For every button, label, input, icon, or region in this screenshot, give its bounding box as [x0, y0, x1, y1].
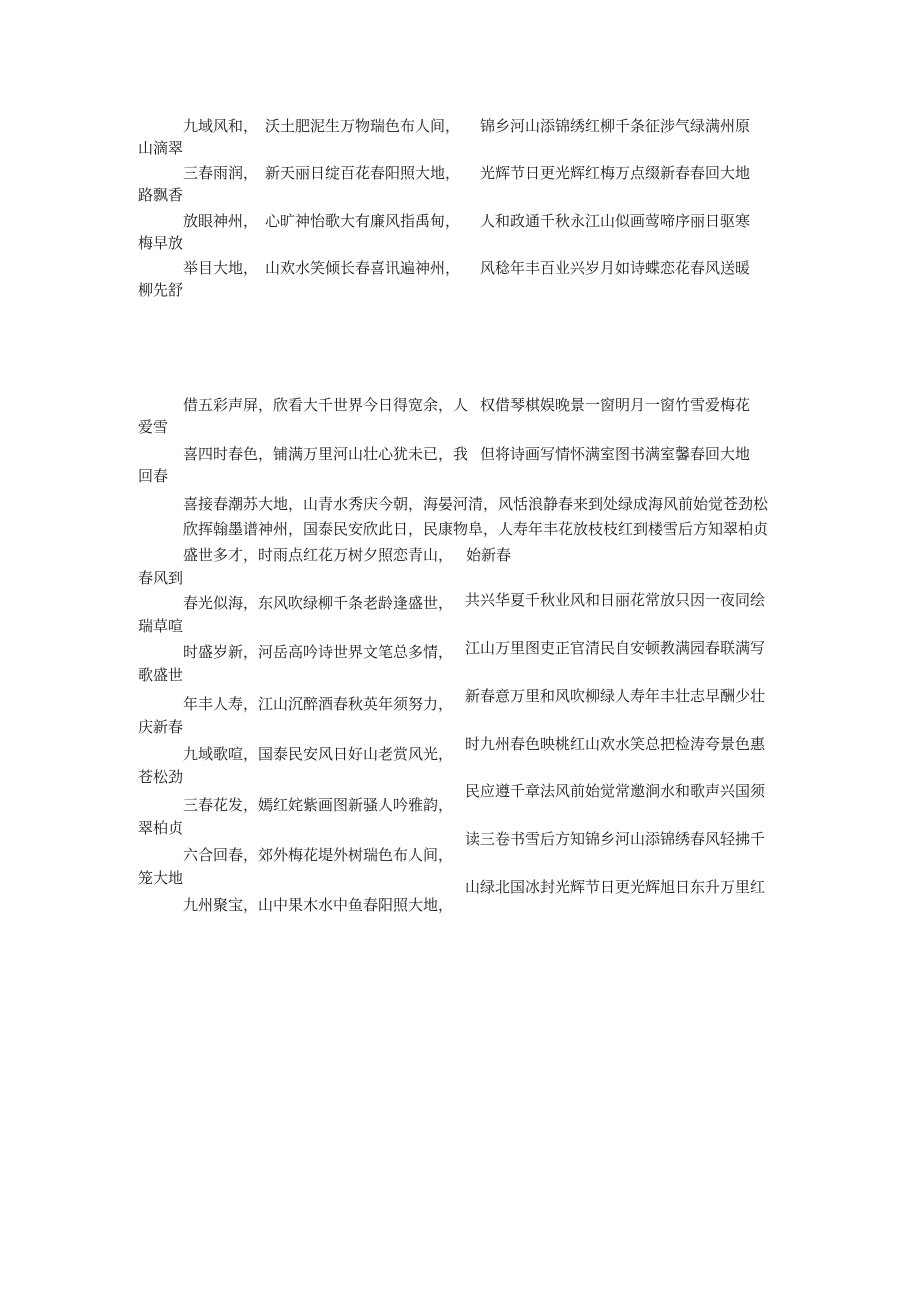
couplet-right-phrase: 人和政通千秋永江山似画莺啼序丽日驱寒: [480, 212, 751, 230]
paragraph-line-right: 但将诗画写情怀满室图书满室馨春回大地: [480, 445, 751, 463]
couplet-left-line: 六合回春，郊外梅花堤外树瑞色布人间，: [183, 846, 454, 864]
couplet-wrap-text: 翠柏贞: [138, 819, 184, 837]
couplet-right-line: 读三卷书雪后方知锦乡河山添锦绣春风轻拂千: [465, 830, 766, 848]
couplet-middle-phrase: 新天丽日绽百花春阳照大地，: [265, 164, 461, 182]
couplet-left-line: 三春花发，嫣红姹紫画图新骚人吟雅韵，: [183, 796, 454, 814]
paragraph-line-right: 始新春: [466, 546, 512, 564]
couplet-wrap-text: 路飘香: [138, 186, 184, 204]
couplet-right-phrase: 光辉节日更光辉红梅万点缀新春春回大地: [480, 164, 751, 182]
couplet-wrap-text: 庆新春: [138, 718, 184, 736]
couplet-right-line: 江山万里图吏正官清民自安顿教满园春联满写: [465, 639, 766, 657]
couplet-left-phrase: 举目大地，: [183, 259, 259, 277]
couplet-wrap-text: 苍松劲: [138, 768, 184, 786]
couplet-wrap-text: 笼大地: [138, 869, 184, 887]
couplet-wrap-text: 回春: [138, 467, 169, 485]
paragraph-line: 借五彩声屏，欣看大千世界今日得宽余，人: [183, 396, 469, 414]
couplet-left-line: 九域歌喧，国泰民安风日好山老赏风光，: [183, 745, 454, 763]
couplet-left-phrase: 九域风和，: [183, 117, 259, 135]
couplet-wrap-text: 爱雪: [138, 418, 169, 436]
couplet-wrap-text: 梅早放: [138, 234, 184, 252]
couplet-wrap-text: 瑞草喧: [138, 617, 184, 635]
couplet-right-line: 山绿北国冰封光辉节日更光辉旭日东升万里红: [465, 878, 766, 896]
couplet-wrap-text: 歌盛世: [138, 666, 184, 684]
couplet-left-line: 九州聚宝，山中果木水中鱼春阳照大地，: [183, 896, 454, 914]
couplet-left-line: 春光似海，东风吹绿柳千条老龄逢盛世，: [183, 594, 454, 612]
couplet-wrap-text: 柳先舒: [138, 281, 184, 299]
couplet-middle-phrase: 心旷神怡歌大有廉风指禹甸，: [265, 212, 461, 230]
paragraph-line: 喜四时春色，铺满万里河山壮心犹未已，我: [183, 445, 469, 463]
couplet-right-phrase: 风稔年丰百业兴岁月如诗蝶恋花春风送暖: [480, 259, 751, 277]
couplet-right-line: 新春意万里和风吹柳绿人寿年丰壮志早酬少壮: [465, 687, 766, 705]
couplet-left-phrase: 三春雨润，: [183, 164, 259, 182]
couplet-left-phrase: 放眼神州，: [183, 212, 259, 230]
couplet-left-line: 时盛岁新，河岳高吟诗世界文笔总多情，: [183, 643, 454, 661]
couplet-wrap-text: 山滴翠: [138, 139, 184, 157]
couplet-right-phrase: 锦乡河山添锦绣红柳千条征涉气绿满州原: [480, 117, 751, 135]
paragraph-line-right: 权借琴棋娱晚景一窗明月一窗竹雪爱梅花: [480, 396, 751, 414]
couplet-right-line: 民应遵千章法风前始觉常邀涧水和歌声兴国须: [465, 782, 766, 800]
couplet-middle-phrase: 山欢水笑倾长春喜讯遍神州，: [265, 259, 461, 277]
couplet-left-line: 年丰人寿，江山沉醉酒春秋英年须努力，: [183, 695, 454, 713]
couplet-right-line: 时九州春色映桃红山欢水笑总把检涛夸景色惠: [465, 735, 766, 753]
couplet-right-line: 共兴华夏千秋业风和日丽花常放只因一夜同绘: [465, 591, 766, 609]
paragraph-line: 欣挥翰墨谱神州，国泰民安欣此日，民康物阜，人寿年丰花放枝枝红到楼雪后方知翠柏贞: [183, 520, 769, 538]
paragraph-line: 盛世多才，时雨点红花万树夕照恋青山，: [183, 546, 454, 564]
couplet-wrap-text: 春风到: [138, 569, 184, 587]
couplet-middle-phrase: 沃土肥泥生万物瑞色布人间，: [265, 117, 461, 135]
paragraph-line: 喜接春潮苏大地，山青水秀庆今朝，海晏河清，风恬浪静春来到处绿成海风前始觉苍劲松: [183, 495, 769, 513]
